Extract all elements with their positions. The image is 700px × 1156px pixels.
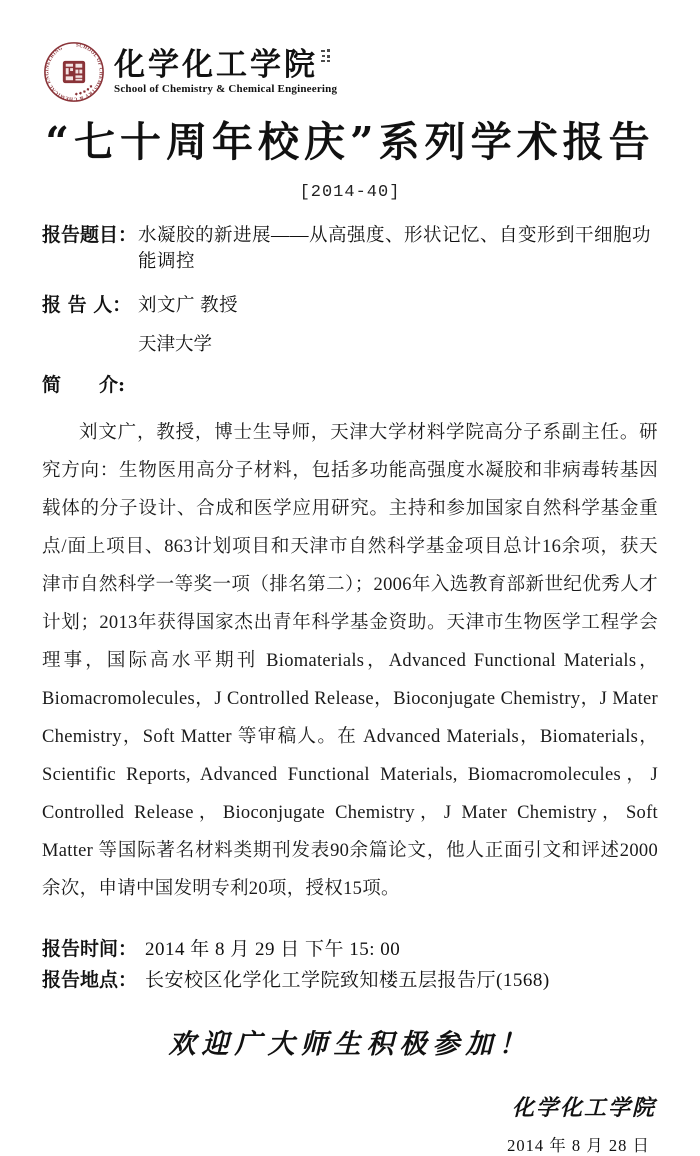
venue-label: 报告地点： bbox=[42, 969, 138, 992]
intro-label: 简 介: bbox=[42, 374, 126, 397]
topic-label: 报告题目： bbox=[42, 224, 138, 247]
intro-label-row bbox=[42, 370, 658, 397]
school-logo bbox=[42, 38, 658, 106]
welcome-message: 欢迎广大师生积极参加！ bbox=[168, 1029, 532, 1061]
speaker-row bbox=[42, 290, 658, 317]
document-date: 2014 年 8 月 28 日 bbox=[507, 1136, 650, 1156]
svg-text:SCHOOL OF CHEMISTRY & CHEMICAL: SCHOOL OF CHEMISTRY & CHEMICAL ENGINEERING bbox=[45, 43, 103, 101]
topic-row bbox=[42, 220, 658, 273]
school-seal-icon bbox=[42, 40, 106, 104]
venue-row bbox=[42, 965, 658, 996]
report-info bbox=[42, 220, 658, 397]
time-value: 2014 年 8 月 29 日 下午 15: 00 bbox=[145, 939, 401, 961]
topic-value: 水凝胶的新进展——从高强度、形状记忆、自变形到干细胞功能调控 bbox=[138, 226, 652, 273]
logo-school-name-cn: 化学化工学院 bbox=[114, 49, 337, 82]
issue-number: [2014-40] bbox=[299, 183, 401, 203]
logo-school-name-en: School of Chemistry & Chemical Engineering bbox=[114, 83, 338, 96]
schedule bbox=[42, 934, 658, 996]
time-row bbox=[42, 934, 658, 965]
speaker-value: 刘文广 教授 bbox=[138, 296, 239, 317]
page-title: “七十周年校庆”系列学术报告 bbox=[45, 118, 655, 166]
venue-value: 长安校区化学化工学院致知楼五层报告厅(1568) bbox=[145, 970, 550, 992]
speaker-label: 报 告 人： bbox=[42, 294, 132, 317]
calligrapher-mark bbox=[321, 49, 331, 63]
speaker-affiliation: 天津大学 bbox=[138, 335, 213, 356]
time-label: 报告时间： bbox=[42, 938, 138, 961]
svg-text:◆ ◆ ◆ ◆ ◆: ◆ ◆ ◆ ◆ ◆ bbox=[74, 83, 94, 97]
speaker-introduction: 刘文广，教授，博士生导师，天津大学材料学院高分子系副主任。研究方向：生物医用高分子材料，包括多功能高强度水凝胶和非病毒转基因载体的分子设计、合成和医学应用研究。主持和参加国家自然科学基金重点/面上项目、863计划项目和天津市自然科学基金项目总计16余项，获天津市自然科学一等奖一项（排名第二）；2006年入选教育部新世纪优秀人才计划；2013年获得国家杰出青年科学基金资助。天津市生物医学工程学会理事，国际高水平期刊 Biomaterials，Advanced Functional Materials，Biomacromolecules，J Controlled Release，Bioconjugate Chemistry，J Mater Chemistry，Soft Matter 等审稿人。在 Advanced Materials，Biomaterials，Scientific Reports, Advanced Functional Materials, Biomacromolecules，J Controlled Release，Bioconjugate Chemistry，J Mater Chemistry，Soft Matter 等国际著名材料类期刊发表90余篇论文，他人正面引文和评述2000余次，申请中国发明专利20项，授权15项。 bbox=[42, 423, 658, 900]
signature-school: 化学化工学院 bbox=[511, 1095, 656, 1122]
